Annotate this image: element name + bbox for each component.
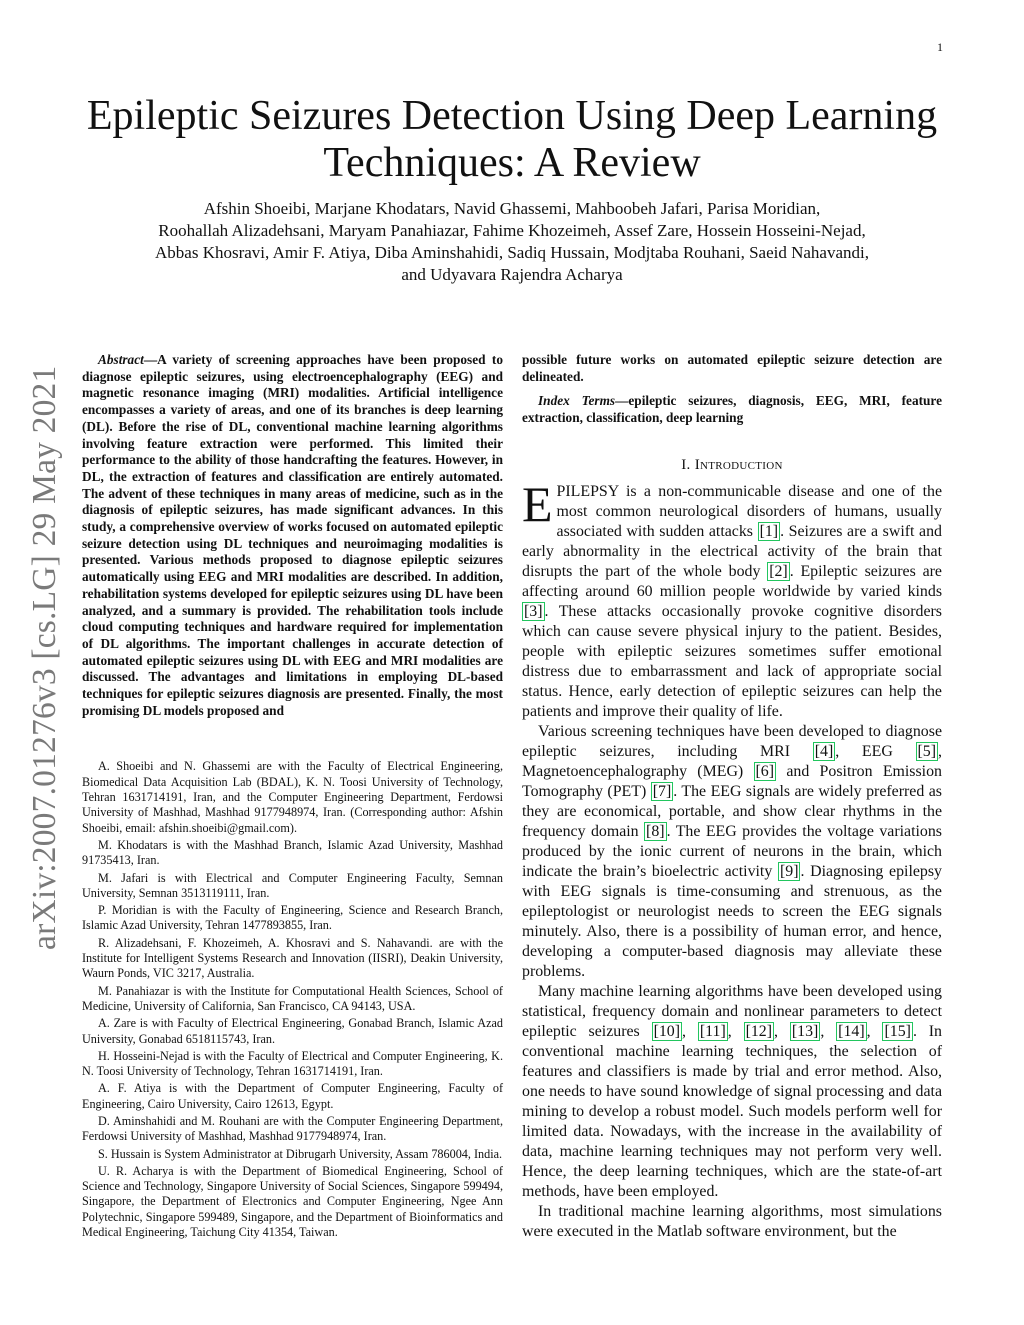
author-list xyxy=(90,198,934,286)
text-run: and Positron Emission Tomography (PET) xyxy=(522,762,942,800)
citation-link[interactable]: [8] xyxy=(646,822,665,840)
left-column xyxy=(82,352,503,1242)
footnote: M. Khodatars is with the Mashhad Branch, Islamic Azad University, Mashhad 91735413, Iran. xyxy=(82,837,503,868)
footnote: R. Alizadehsani, F. Khozeimeh, A. Khosravi and S. Nahavandi. are with the Institute for Intelligent Systems Research and Innovation (IISRI), Deakin University, Waurn Ponds, VIC 3217, Australia. xyxy=(82,935,503,981)
citation-link[interactable]: [6] xyxy=(755,762,775,780)
citation-link[interactable]: [1] xyxy=(759,522,779,540)
citation-link[interactable]: [4] xyxy=(814,742,834,760)
citation-link[interactable]: [14] xyxy=(838,1022,865,1040)
footnote: P. Moridian is with the Faculty of Engineering, Science and Research Branch, Islamic Azad University, Tehran 1477893855, Iran. xyxy=(82,903,503,933)
abstract-continuation: possible future works on automated epileptic seizure detection are delineated. xyxy=(522,352,942,384)
text-run: . Epileptic seizures are affecting around 60 million people worldwide by varied kinds xyxy=(522,562,942,600)
arxiv-identifier: arXiv:2007.01276v3 [cs.LG] 29 May 2021 xyxy=(26,365,63,950)
footnote: A. Shoeibi and N. Ghassemi are with the Faculty of Electrical Engineering, Biomedical Data Acquisition Lab (BDAL), K. N. Toosi University of Technology, Tehran 1631714191, Iran, and the Computer Engineering Department, Ferdowsi University of Mashhad, Mashhad 9177948974, Iran. (Corresponding author: Afshin Shoeibi, email: afshin.shoeibi@gmail.com). xyxy=(82,759,503,835)
intro-paragraph-4: In traditional machine learning algorithms, most simulations were executed in the Matlab software environment, but the xyxy=(522,1202,942,1240)
abstract xyxy=(82,352,503,719)
text-run: , xyxy=(866,1022,883,1040)
text-run: , xyxy=(820,1022,837,1040)
text-run: . These attacks occasionally provoke cognitive disorders which can cause severe physical injury to the patient. Besides, people with epileptic seizures sometimes suffer emotional distress due to embarrassment and lack of appropriate social status. Hence, early detection of epileptic seizures can help the patients and improve their quality of life. xyxy=(522,602,942,720)
introduction-body xyxy=(522,475,943,1242)
intro-paragraph-2 xyxy=(522,722,942,982)
author-line: Roohallah Alizadehsani, Maryam Panahiazar, Fahime Khozeimeh, Assef Zare, Hossein Hosseini-Nejad, xyxy=(158,221,866,240)
right-column xyxy=(522,352,942,1242)
footnote: D. Aminshahidi and M. Rouhani are with the Computer Engineering Department, Ferdowsi University of Mashhad, Mashhad 9177948974, Iran. xyxy=(82,1114,503,1144)
author-line: and Udyavara Rajendra Acharya xyxy=(401,265,623,284)
footnote: U. R. Acharya is with the Department of Biomedical Engineering, School of Science and Technology, Singapore University of Social Sciences, Singapore 599494, Singapore, the Department of Electronics and Computer Engineering, Ngee Ann Polytechnic, Singapore 599489, Singapore, and the Department of Bioinformatics and Medical Engineering, Taichung City 41354, Taiwan. xyxy=(82,1163,503,1240)
index-terms-dash: — xyxy=(615,393,629,409)
citation-link[interactable]: [10] xyxy=(653,1022,681,1040)
citation-link[interactable]: [2] xyxy=(769,562,788,580)
text-run: . Diagnosing epilepsy with EEG signals is time-consuming and strenuous, as the epileptologist or neurologist needs to screen the EEG signals minutely. Also, there is a possibility of human error, and hence, developing a computer-based diagnosis may alleviate these problems. xyxy=(522,862,942,980)
text-run: . Seizures are a swift and early abnormality in the electrical activity of the brain that disrupts the part of the whole body xyxy=(522,522,942,580)
abstract-dash: — xyxy=(143,352,158,367)
text-run: Various screening techniques have been developed to diagnose epileptic seizures, including MRI xyxy=(522,722,942,760)
citation-link[interactable]: [15] xyxy=(884,1022,911,1040)
footnote: H. Hosseini-Nejad is with the Faculty of Electrical and Computer Engineering, K. N. Toosi University of Technology, Tehran 1631714191, Iran. xyxy=(82,1048,503,1079)
footnote: M. Jafari is with Electrical and Computer Engineering Faculty, Semnan University, Semnan 3513119111, Iran. xyxy=(82,870,503,900)
text-run: , xyxy=(727,1022,744,1040)
drop-cap: E xyxy=(522,475,553,532)
citation-link[interactable]: [5] xyxy=(917,742,937,760)
text-run: PILEPSY is a non-communicable disease and one of the most common neurological disorders of humans, usually associated with sudden attacks xyxy=(556,482,942,540)
section-heading xyxy=(522,457,942,474)
index-terms xyxy=(522,393,942,426)
citation-link[interactable]: [12] xyxy=(745,1022,773,1040)
text-run: , EEG xyxy=(835,742,916,760)
intro-paragraph-1 xyxy=(522,475,942,722)
author-line: Afshin Shoeibi, Marjane Khodatars, Navid Ghassemi, Mahboobeh Jafari, Parisa Moridian, xyxy=(203,199,821,218)
abstract-label: Abstract xyxy=(98,352,144,367)
text-run: . The EEG provides the voltage variations produced by the ionic current of neurons in the brain, which indicate the brain’s bioelectric activity xyxy=(522,822,942,880)
index-terms-text: epileptic seizures, diagnosis, EEG, MRI, feature extraction, classification, deep learning xyxy=(522,393,942,426)
text-run: , xyxy=(682,1022,698,1040)
abstract-text: A variety of screening approaches have been proposed to diagnose epileptic seizures, using electroencephalography (EEG) and magnetic resonance imaging (MRI) modalities. Artificial intelligence encompasses a variety of areas, and one of its branches is deep learning (DL). Before the rise of DL, conventional machine learning algorithms involving feature extraction were performed. This limited their performance to the ability of those handcrafting the features. However, in DL, the extraction of features and classification are entirely automated. The advent of these techniques in many areas of medicine, such as in the diagnosis of epileptic seizures, has made significant advances. In this study, a comprehensive overview of works focused on automated epileptic seizure detection using DL techniques and neuroimaging modalities is presented. Various methods proposed to diagnose epileptic seizures automatically using EEG and MRI modalities are described. In addition, rehabilitation systems developed for epileptic seizures using DL have been analyzed, and a summary is provided. The rehabilitation tools include cloud computing techniques and hardware required for implementation of DL algorithms. The important challenges in accurate detection of automated epileptic seizures using DL with EEG and MRI modalities are discussed. The advantages and limitations in employing DL-based techniques for epileptic seizures diagnosis are presented. Finally, the most promising DL models proposed and xyxy=(82,352,503,718)
citation-link[interactable]: [13] xyxy=(791,1022,819,1040)
paper-title: Epileptic Seizures Detection Using Deep Learning Techniques: A Review xyxy=(86,93,938,186)
index-terms-label: Index Terms xyxy=(538,393,616,409)
citation-link[interactable]: [3] xyxy=(524,602,543,620)
text-run: Many machine learning algorithms have been developed using statistical, frequency domain and nonlinear parameters to detect epileptic seizures xyxy=(522,982,942,1040)
footnote: S. Hussain is System Administrator at Dibrugarh University, Assam 786004, India. xyxy=(98,1146,503,1161)
author-line: Abbas Khosravi, Amir F. Atiya, Diba Aminshahidi, Sadiq Hussain, Modjtaba Rouhani, Saeid Nahavandi, xyxy=(155,243,869,262)
text-run: , Magnetoencephalography (MEG) xyxy=(522,742,943,780)
footnote: M. Panahiazar is with the Institute for Computational Health Sciences, School of Medicine, University of California, San Francisco, CA 94143, USA. xyxy=(82,983,503,1013)
page-number: 1 xyxy=(937,40,943,54)
footnote: A. F. Atiya is with the Department of Computer Engineering, Faculty of Engineering, Cairo University, Cairo 12613, Egypt. xyxy=(82,1081,503,1111)
intro-paragraph-3 xyxy=(522,982,942,1202)
text-run: . In conventional machine learning techniques, the selection of features and classifiers is made by trial and error method. Also, one needs to have sound knowledge of signal processing and data mining to develop a robust model. Such models perform well for limited data. Nowadays, with the increase in the availability of data, machine learning techniques may not perform very well. Hence, the deep learning techniques, which are the state-of-art methods, have been employed. xyxy=(522,1022,942,1200)
section-title: Introduction xyxy=(694,456,783,473)
section-number: I. xyxy=(681,456,691,473)
affiliation-footnotes xyxy=(82,759,503,1240)
citation-link[interactable]: [9] xyxy=(779,862,799,880)
text-run: , xyxy=(774,1022,790,1040)
text-run: . The EEG signals are widely preferred as they are economical, portable, and show clear rhythms in the frequency domain xyxy=(522,782,942,840)
footnote: A. Zare is with Faculty of Electrical Engineering, Gonabad Branch, Islamic Azad University, Gonabad 6518115743, Iran. xyxy=(82,1016,503,1046)
citation-link[interactable]: [7] xyxy=(652,782,672,800)
citation-link[interactable]: [11] xyxy=(699,1022,726,1040)
